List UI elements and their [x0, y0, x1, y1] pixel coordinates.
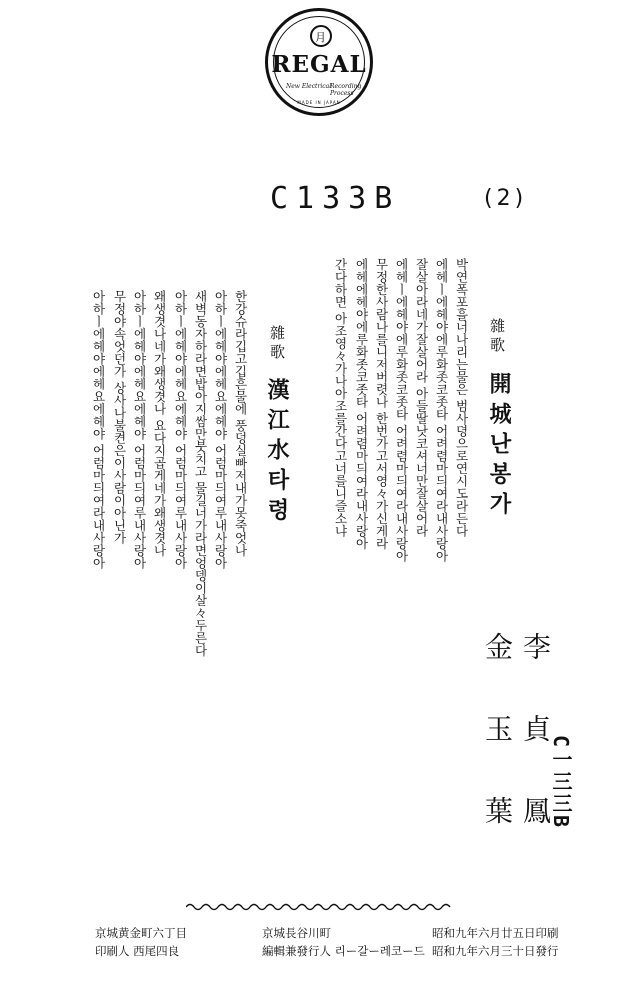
song2-title: 漢江水타령	[264, 378, 290, 528]
colophon-right-line2: 昭和九年六月三十日發行	[432, 944, 559, 958]
song2-genre: 雜歌	[268, 325, 286, 363]
regal-logo	[265, 8, 373, 116]
logo-subtitle-left: New Electrical	[286, 83, 332, 90]
artist-2: 金玉葉	[481, 632, 514, 878]
crest-icon	[310, 25, 332, 47]
song1-title: 開城난봉가	[486, 372, 512, 522]
song1-line: 에헤에헤야에루화좃코좃타 어려렴마듸여라내사랑아	[354, 258, 369, 550]
crest-glyph: 月	[315, 31, 326, 43]
song1-genre: 雜歌	[488, 318, 506, 356]
song2-line: 아하ㅣ에헤야에헤요에헤야 어럼마듸여라내사랑아	[91, 290, 106, 569]
colophon-left-line1: 京城黄金町六丁目	[95, 926, 187, 940]
side-number: (2)	[484, 186, 528, 211]
colophon-printer	[95, 924, 187, 960]
logo-brand: REGAL	[271, 51, 367, 78]
logo-subtitle-right: Recording Process	[330, 83, 362, 97]
colophon-left-line2: 印刷人 西尾四良	[95, 944, 180, 958]
song2-line: 아하ㅣ에헤야에헤요에헤야 어럼마듸여루내사랑아	[132, 290, 147, 569]
song1-line: 박연폭포흘너나리는물은 범사뎡으로연시도라든다	[454, 258, 469, 537]
colophon-right-line1: 昭和九年六月廿五日印刷	[432, 926, 559, 940]
song2-line: 아하ㅣ에헤야에헤요에헤야 어럼마듸여루내사랑아	[213, 290, 228, 569]
artist-1: 李貞鳳	[519, 632, 552, 878]
song2-line: 무정야속엇던가 상사나불켠은이사람이아닌가	[112, 290, 127, 544]
wavy-divider	[186, 902, 456, 912]
colophon-middle-line1: 京城長谷川町	[262, 926, 331, 940]
song1-line: 간다하면 아조영々가나아조를간다고너를니즐소냐	[333, 258, 348, 537]
colophon-publisher	[262, 924, 425, 960]
song1-line: 에헤ㅣ에헤야에루화좃코좃타 어려렴마듸여라내사랑아	[434, 258, 449, 562]
song2-line: 한강슈라깁고깁흔물에 풍덩실빠저내가못죽엇나	[233, 290, 248, 557]
song2-line: 새벽동자하라면밥아지쌈만붓치고 물길너가라면엉뎅이살々두른다	[193, 290, 208, 657]
song1-line: 에헤ㅣ에헤야에루화좃코좃타 어려렴마듸여라내사랑아	[394, 258, 409, 562]
song1-line: 잘살아라네가잘살어라 아들딸낫코셔너만잘살어라	[414, 258, 429, 537]
colophon-middle-line2: 編輯兼發行人 리ー갈ー레코ー드	[262, 944, 425, 958]
catalog-number: C133B	[270, 181, 401, 216]
logo-bottom-text: MADE IN JAPAN	[297, 100, 341, 105]
vertical-catalog-code: C一三三B	[549, 735, 573, 830]
song1-line: 무정한사람나를니저버렷나 한번가고서영々가신게라	[374, 258, 389, 550]
song2-line: 아하ㅣ에헤야에헤요에헤야 어럼마듸여루내사랑아	[173, 290, 188, 569]
song2-line: 왜생겻나네가왜생겻나 요다지곱게네가왜생겻나	[152, 290, 167, 557]
colophon-print-date	[432, 924, 559, 960]
